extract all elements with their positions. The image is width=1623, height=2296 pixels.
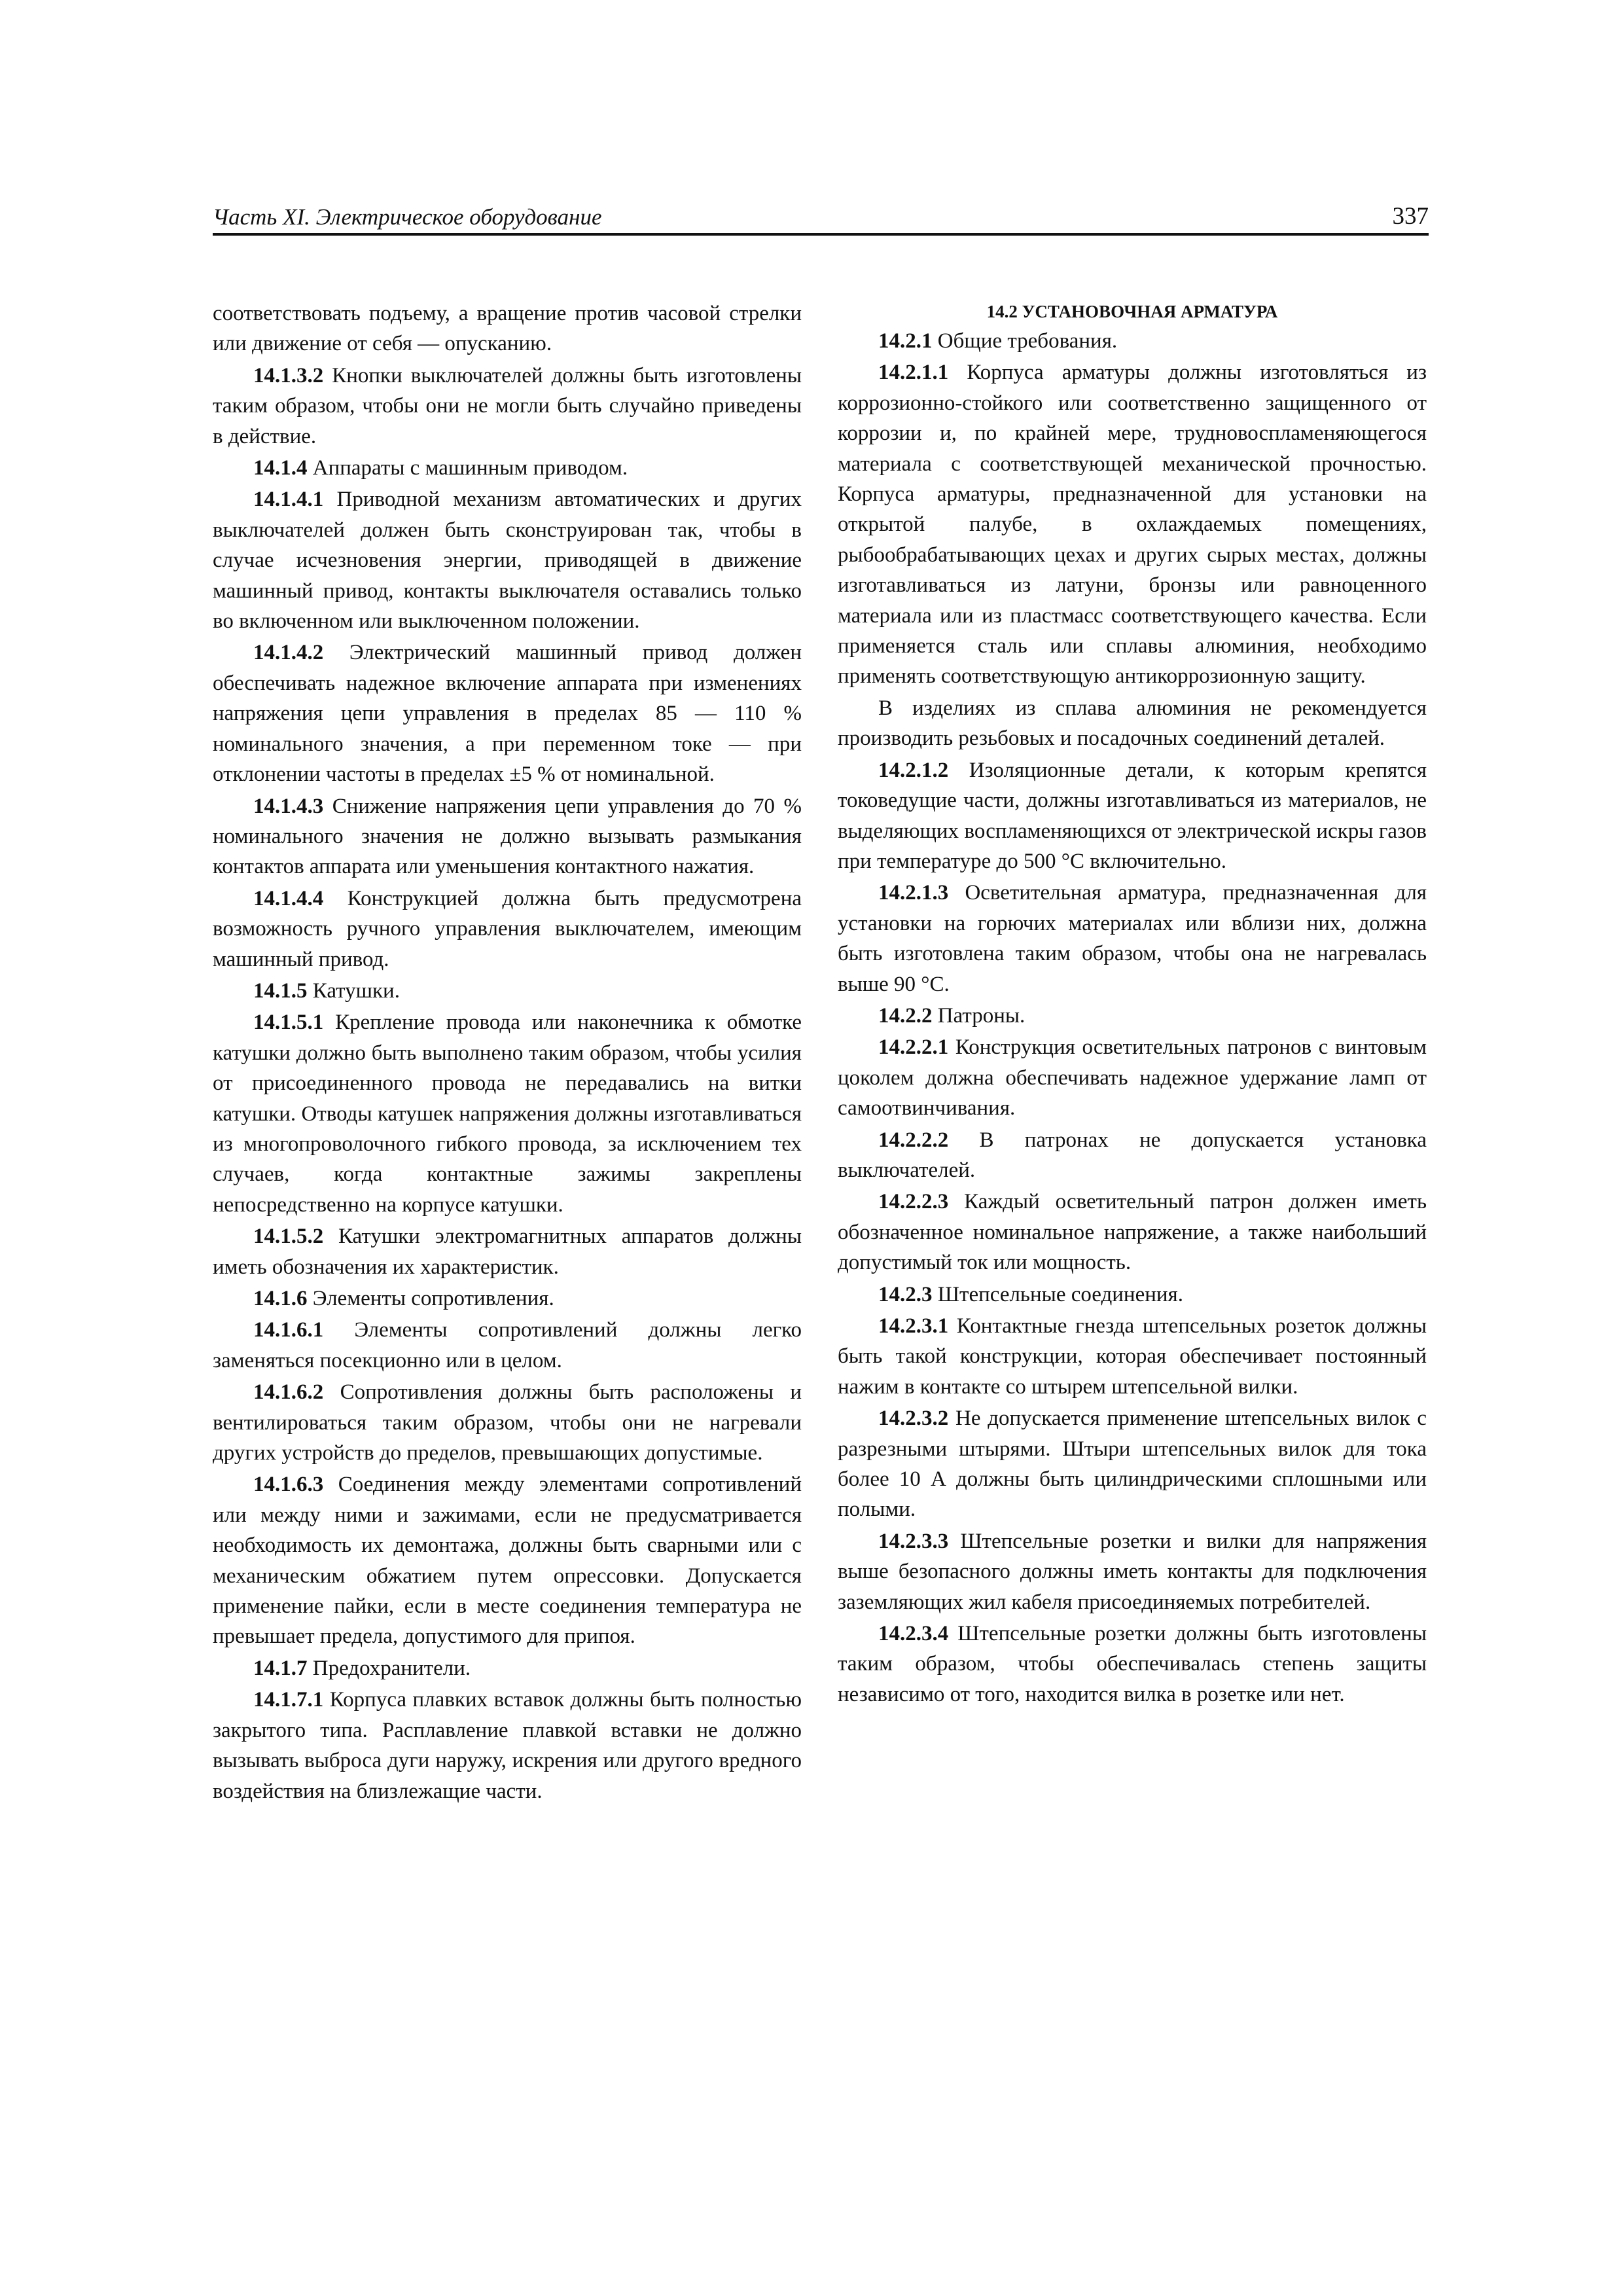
- paragraph: [213, 1469, 802, 1651]
- clause-text: Крепление провода или наконечника к обмотке катушки должно быть выполнено таким образом, чтобы усилия от присоединенного провода не передавались на витки катушки. Отводы катушек напряжения должны изготавливаться из многопроволочного гибкого провода, за исключением тех случаев, когда контактные зажимы закреплены непосредственно на корпусе катушки.: [213, 1011, 802, 1217]
- clause-number: 14.2.3.2: [878, 1407, 949, 1431]
- clause-number: 14.1.4.1: [253, 488, 324, 512]
- running-header: [213, 200, 1429, 236]
- clause-text: Соединения между элементами сопротивлений или между ними и зажимами, если не предусматривается необходимость их демонтажа, должны быть сварными или с механическим обжатием путем опрессовки. Допускается применение пайки, если в месте соединения температура не превышает предела, допустимого для припоя.: [213, 1473, 802, 1649]
- clause-text: Снижение напряжения цепи управления до 70 % номинального значения не должно вызывать размыкания контактов аппарата или уменьшения контактного нажатия.: [213, 794, 802, 879]
- paragraph: [838, 326, 1427, 356]
- clause-text: Сопротивления должны быть расположены и вентилироваться таким образом, чтобы они не нагревали других устройств до пределов, превышающих допустимые.: [213, 1380, 802, 1465]
- clause-text: Общие требования.: [932, 329, 1118, 353]
- clause-number: 14.2.3.3: [878, 1529, 949, 1553]
- clause-text: Конструкция осветительных патронов с винтовым цоколем должна обеспечивать надежное удержание ламп от самоотвинчивания.: [838, 1035, 1427, 1121]
- paragraph: [838, 1280, 1427, 1310]
- clause-number: 14.1.6.2: [253, 1380, 324, 1405]
- clause-text: Штепсельные соединения.: [932, 1282, 1183, 1306]
- clause-text: Изоляционные детали, к которым крепятся токоведущие части, должны изготавливаться из материалов, не выделяющих воспламеняющихся от электрической искры газов при температуре до 500 °С включительно.: [838, 758, 1427, 873]
- paragraph: [838, 1187, 1427, 1278]
- clause-number: 14.1.4.4: [253, 886, 324, 910]
- clause-text: Осветительная арматура, предназначенная для установки на горючих материалах или вблизи них, должна быть изготовлена таким образом, чтобы она не нагревалась выше 90 °С.: [838, 881, 1427, 996]
- paragraph: [213, 453, 802, 483]
- clause-number: 14.1.4.3: [253, 794, 324, 818]
- paragraph: [838, 1125, 1427, 1186]
- paragraph: [213, 484, 802, 636]
- clause-text: Каждый осветительный патрон должен иметь обозначенное номинальное напряжение, а также наибольший допустимый ток или мощность.: [838, 1190, 1427, 1275]
- clause-text: Не допускается применение штепсельных вилок с разрезными штырями. Штыри штепсельных вилок для тока более 10 А должны быть цилиндрическими сплошными или полыми.: [838, 1407, 1427, 1522]
- left-column: [213, 298, 802, 1808]
- clause-number: 14.1.3.2: [253, 363, 324, 387]
- paragraph: [213, 1221, 802, 1282]
- clause-number: 14.2.2: [878, 1003, 933, 1028]
- clause-number: 14.1.4.2: [253, 641, 324, 665]
- paragraph: [213, 1315, 802, 1376]
- clause-text: В изделиях из сплава алюминия не рекомендуется производить резьбовых и посадочных соединений деталей.: [838, 696, 1427, 751]
- clause-text: Элементы сопротивления.: [307, 1287, 554, 1310]
- clause-number: 14.1.6.3: [253, 1473, 324, 1497]
- right-column: [838, 298, 1427, 1711]
- clause-number: 14.1.4: [253, 456, 308, 480]
- paragraph: [213, 791, 802, 882]
- clause-text: Кнопки выключателей должны быть изготовлены таким образом, чтобы они не могли быть случайно приведены в действие.: [213, 363, 802, 448]
- paragraph: [838, 878, 1427, 999]
- paragraph: [213, 298, 802, 359]
- section-heading: 14.2 УСТАНОВОЧНАЯ АРМАТУРА: [986, 302, 1278, 321]
- clause-number: 14.2.2.1: [878, 1035, 949, 1060]
- paragraph: [213, 976, 802, 1006]
- clause-text: Штепсельные розетки и вилки для напряжения выше безопасного должны иметь контакты для подключения заземляющих жил кабеля присоединяемых потребителей.: [838, 1529, 1427, 1614]
- clause-text: соответствовать подъему, а вращение против часовой стрелки или движение от себя — опусканию.: [213, 302, 802, 356]
- clause-text: Электрический машинный привод должен обеспечивать надежное включение аппарата при изменениях напряжения цепи управления в пределах 85 — 110 % номинального значения, а при переменном токе — при отклонении частоты в пределах ±5 % от номинальной.: [213, 641, 802, 787]
- paragraph: [213, 1653, 802, 1683]
- clause-text: Корпуса плавких вставок должны быть полностью закрытого типа. Расплавление плавкой вставки не должно вызывать выброса дуги наружу, искрения или другого вредного воздействия на близлежащие части.: [213, 1688, 802, 1803]
- clause-number: 14.2.1.2: [878, 758, 949, 782]
- clause-number: 14.1.5.1: [253, 1011, 324, 1035]
- clause-text: В патронах не допускается установка выключателей.: [838, 1128, 1427, 1182]
- clause-text: Конструкцией должна быть предусмотрена возможность ручного управления выключателем, имеющим машинный привод.: [213, 886, 802, 971]
- paragraph: [213, 1685, 802, 1806]
- header-title: Часть XI. Электрическое оборудование: [213, 204, 602, 230]
- clause-number: 14.1.5.2: [253, 1225, 324, 1249]
- clause-text: Катушки электромагнитных аппаратов должны иметь обозначения их характеристик.: [213, 1225, 802, 1279]
- paragraph: [838, 1032, 1427, 1123]
- paragraph: [213, 884, 802, 975]
- clause-number: 14.1.6.1: [253, 1318, 324, 1342]
- clause-number: 14.2.1.1: [878, 361, 949, 385]
- clause-text: Предохранители.: [307, 1656, 471, 1680]
- paragraph: [838, 755, 1427, 877]
- clause-text: Аппараты с машинным приводом.: [307, 456, 628, 480]
- paragraph: [838, 1526, 1427, 1617]
- clause-number: 14.2.3: [878, 1282, 933, 1306]
- clause-number: 14.1.5: [253, 978, 308, 1003]
- clause-number: 14.1.6: [253, 1287, 308, 1310]
- clause-text: Элементы сопротивлений должны легко заменяться посекционно или в целом.: [213, 1318, 802, 1372]
- clause-number: 14.2.3.1: [878, 1314, 949, 1338]
- paragraph: [838, 1311, 1427, 1402]
- clause-text: Штепсельные розетки должны быть изготовлены таким образом, чтобы обеспечивалась степень защиты независимо от того, находится вилка в розетке или нет.: [838, 1622, 1427, 1706]
- clause-text: Корпуса арматуры должны изготовляться из коррозионно-стойкого или соответственно защищенного от коррозии и, по крайней мере, трудновоспламеняющегося материала с соответствующей механической прочностью. Корпуса арматуры, предназначенной для установки на открытой палубе, в охлаждаемых помещениях, рыбообрабатывающих цехах и других сырых местах, должны изготавливаться из латуни, бронзы или равноценного материала или из пластмасс соответствующего качества. Если применяется сталь или сплавы алюминия, необходимо применять соответствующую антикоррозионную защиту.: [838, 361, 1427, 689]
- paragraph: [838, 1403, 1427, 1525]
- paragraph: [838, 357, 1427, 691]
- paragraph: [213, 361, 802, 452]
- paragraph: [838, 1619, 1427, 1710]
- clause-number: 14.2.1.3: [878, 881, 949, 905]
- clause-number: 14.2.3.4: [878, 1622, 949, 1646]
- paragraph: [213, 1377, 802, 1468]
- clause-number: 14.2.2.2: [878, 1128, 949, 1152]
- clause-text: Контактные гнезда штепсельных розеток должны быть такой конструкции, которая обеспечивает постоянный нажим в контакте со штырем штепсельной вилки.: [838, 1314, 1427, 1399]
- clause-text: Патроны.: [932, 1003, 1026, 1028]
- paragraph: [213, 637, 802, 789]
- paragraph: [838, 1001, 1427, 1031]
- clause-text: Катушки.: [307, 978, 400, 1003]
- paragraph: [838, 693, 1427, 754]
- page-number: 337: [1392, 203, 1429, 230]
- clause-number: 14.1.7.1: [253, 1688, 324, 1712]
- paragraph: [213, 1007, 802, 1220]
- clause-number: 14.2.1: [878, 329, 933, 353]
- clause-number: 14.2.2.3: [878, 1190, 949, 1214]
- clause-number: 14.1.7: [253, 1656, 308, 1680]
- paragraph: [213, 1283, 802, 1314]
- clause-text: Приводной механизм автоматических и других выключателей должен быть сконструирован так, чтобы в случае исчезновения энергии, приводящей в движение машинный привод, контакты выключателя оставались только во включенном или выключенном положении.: [213, 488, 802, 634]
